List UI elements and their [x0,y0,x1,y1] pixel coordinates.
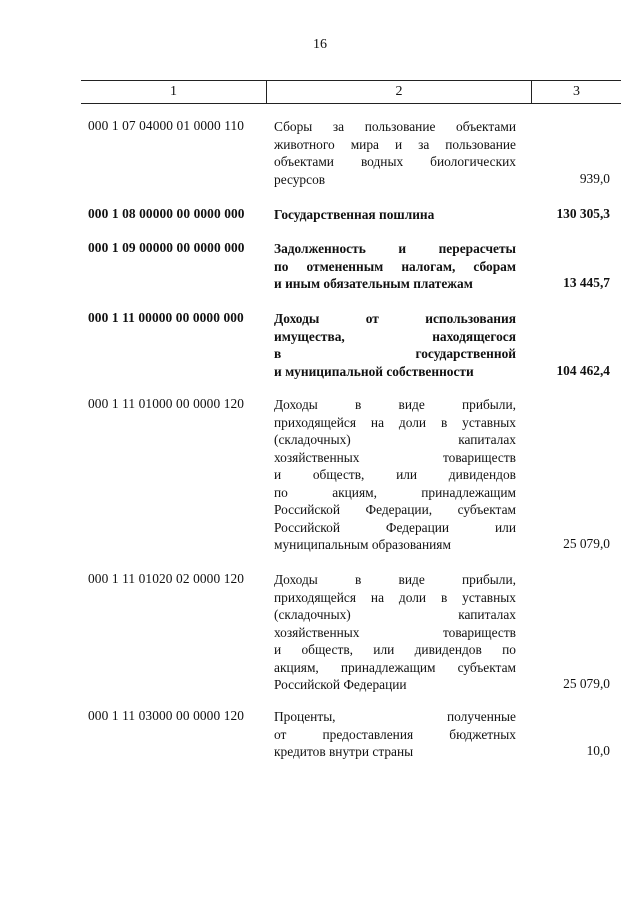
row-description [274,708,516,761]
table-header [81,80,621,104]
description-line: приходящейся на доли в уставных [274,589,516,605]
budget-code: 000 1 08 00000 00 0000 000 [88,206,245,221]
row-description [274,206,516,224]
column-header-2: 2 [395,84,403,99]
description-line: приходящейся на доли в уставных [274,414,516,430]
page-number: 16 [313,37,327,52]
description-line: и обществ, или дивидендов [274,467,516,482]
budget-code: 000 1 09 00000 00 0000 000 [88,240,245,255]
description-line: имущества, находящегося [274,328,516,344]
description-line: в государственной [274,346,516,361]
budget-code: 000 1 11 03000 00 0000 120 [88,708,245,723]
description-line: Проценты, полученные [274,709,516,724]
description-line: и иным обязательным платежам [274,276,473,291]
row-description [274,396,516,554]
description-line: Российской Федерации или [274,519,516,535]
description-line: Государственная пошлина [274,207,435,222]
row-description [274,240,516,293]
budget-code: 000 1 11 00000 00 0000 000 [88,310,244,325]
description-line: акциям, принадлежащим субъектам [274,659,516,675]
description-line: от предоставления бюджетных [274,726,516,742]
description-line: хозяйственных товариществ [274,449,516,465]
amount-value: 939,0 [579,170,610,186]
row-description [274,118,516,188]
description-line: по отмененным налогам, сборам [274,258,516,274]
amount-value: 104 462,4 [556,362,610,378]
row-description [274,310,516,380]
column-header-3: 3 [573,84,580,99]
row-description [274,571,516,694]
amount-value: 13 445,7 [563,275,610,290]
description-line: хозяйственных товариществ [274,624,516,640]
budget-code: 000 1 11 01000 00 0000 120 [88,396,245,411]
amount-value: 25 079,0 [563,536,610,551]
budget-code: 000 1 07 04000 01 0000 110 [88,118,245,133]
amount-value: 10,0 [586,743,610,758]
description-line: ресурсов [274,171,326,187]
description-line: Сборы за пользование объектами [274,119,516,134]
description-line: Задолженность и перерасчеты [274,241,516,256]
description-line: Российской Федерации [274,677,407,692]
budget-code: 000 1 11 01020 02 0000 120 [88,571,245,586]
description-line: Доходы в виде прибыли, [274,572,516,587]
description-line: животного мира и за пользование [274,136,516,152]
description-line: Доходы в виде прибыли, [274,397,516,412]
amount-value: 130 305,3 [556,206,610,221]
description-line: по акциям, принадлежащим [274,484,516,500]
description-line: кредитов внутри страны [274,744,414,759]
description-line: и муниципальной собственности [274,363,474,379]
description-line: объектами водных биологических [274,154,516,169]
column-header-1: 1 [170,84,177,99]
description-line: (складочных) капиталах [274,432,516,447]
description-line: Российской Федерации, субъектам [274,502,516,517]
description-line: муниципальным образованиям [274,537,451,552]
description-line: и обществ, или дивидендов по [274,642,516,657]
description-line: (складочных) капиталах [274,607,516,622]
amount-value: 25 079,0 [563,676,610,691]
description-line: Доходы от использования [274,311,516,326]
